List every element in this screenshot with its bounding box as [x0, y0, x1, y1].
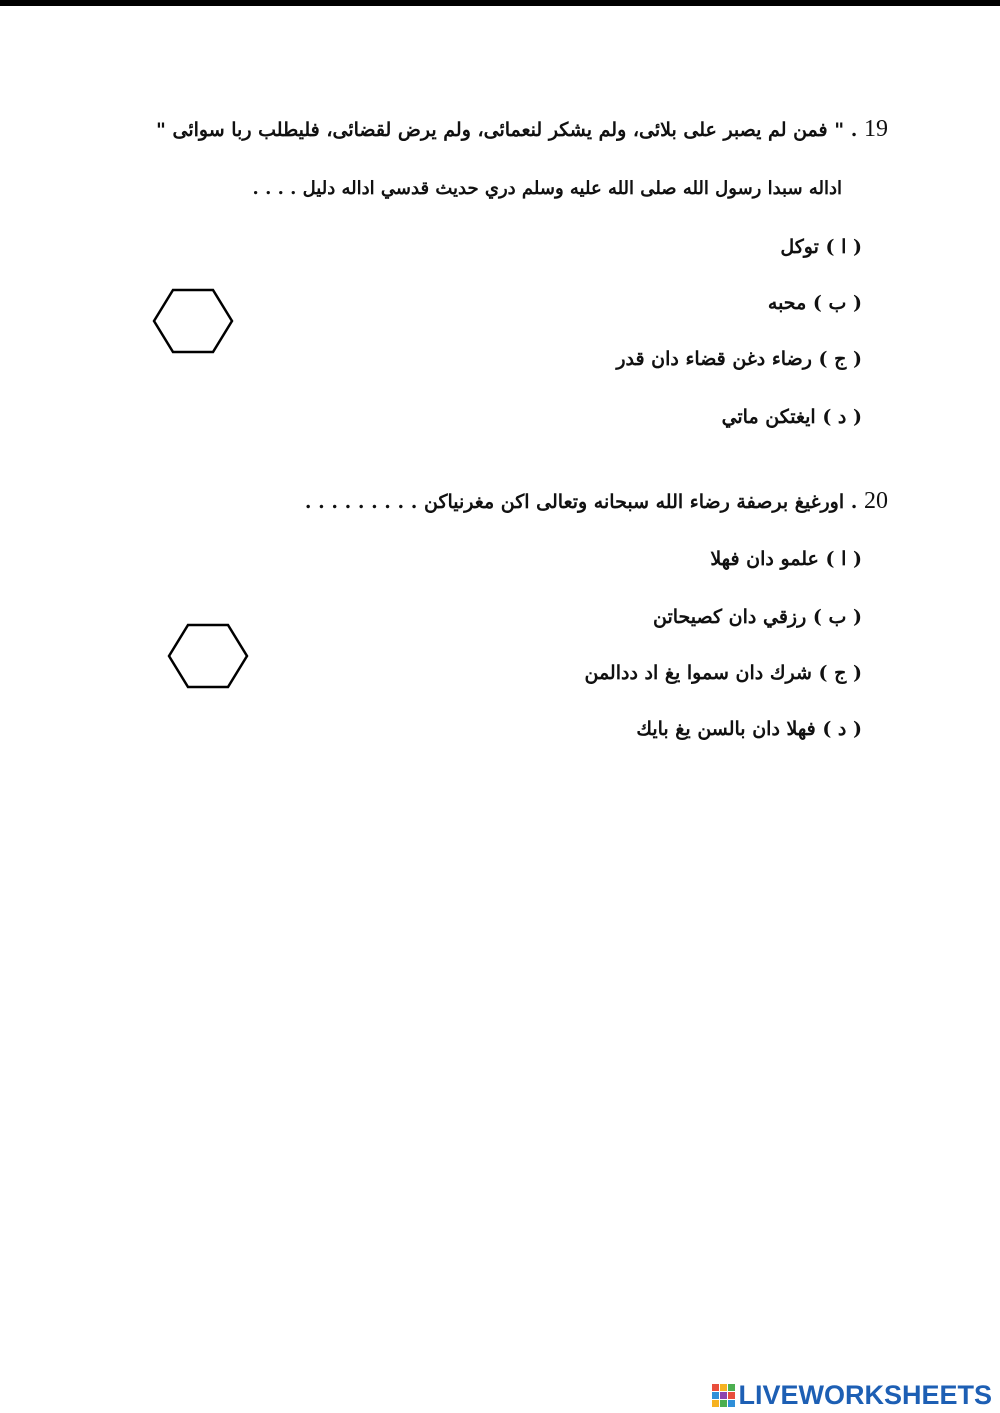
brand-name: LIVEWORKSHEETS	[738, 1379, 992, 1410]
q20-option-d	[636, 716, 862, 742]
option-letter: ( ا )	[825, 548, 862, 570]
q20-option-b	[653, 604, 862, 630]
liveworksheets-logo[interactable]	[712, 1378, 992, 1412]
logo-square	[720, 1384, 727, 1391]
top-border	[0, 0, 1000, 6]
question-number: 19	[864, 116, 888, 142]
q20-option-a	[710, 546, 862, 572]
logo-square	[728, 1392, 735, 1399]
option-letter: ( ج )	[818, 662, 862, 684]
option-letter: ( ب )	[812, 292, 862, 314]
logo-grid-icon	[712, 1384, 735, 1407]
question-number-dot: .	[844, 119, 858, 141]
option-letter: ( ا )	[825, 236, 862, 258]
logo-square	[728, 1384, 735, 1391]
logo-square	[712, 1392, 719, 1399]
q19-answer-hexagon[interactable]	[152, 287, 234, 355]
question-19-prompt: اداله سبدا رسول الله صلى الله عليه وسلم دري حديث قدسي اداله دليل . . . .	[252, 178, 842, 199]
question-19-stem	[156, 116, 888, 143]
option-text: رزقي دان كصيحاتن	[653, 606, 807, 628]
question-20-stem	[305, 488, 888, 515]
logo-square	[720, 1392, 727, 1399]
option-text: توكل	[780, 236, 819, 258]
option-text: محبه	[767, 292, 807, 314]
q19-option-c	[616, 346, 862, 372]
option-text: فهلا دان بالسن يغ بايك	[636, 718, 816, 740]
question-stem-text: " فمن لم يصبر على بلائى، ولم يشكر لنعمائى، ولم يرض لقضائى، فليطلب ربا سوائى "	[155, 119, 845, 141]
option-letter: ( د )	[822, 406, 862, 428]
question-number: 20	[864, 488, 888, 514]
logo-square	[720, 1400, 727, 1407]
q20-answer-hexagon[interactable]	[167, 622, 249, 690]
option-text: علمو دان فهلا	[710, 548, 819, 570]
q19-option-d	[722, 404, 862, 430]
option-letter: ( ب )	[812, 606, 862, 628]
q19-option-b	[768, 290, 862, 316]
option-letter: ( د )	[822, 718, 862, 740]
question-stem-text: اورغيغ برصفة رضاء الله سبحانه وتعالى اكن مغرنياكن . . . . . . . . .	[304, 491, 845, 513]
option-text: ايغتكن ماتي	[721, 406, 816, 428]
q20-option-c	[584, 660, 862, 686]
logo-square	[728, 1400, 735, 1407]
logo-square	[712, 1400, 719, 1407]
option-letter: ( ج )	[818, 348, 862, 370]
option-text: رضاء دغن قضاء دان قدر	[616, 348, 812, 370]
logo-square	[712, 1384, 719, 1391]
q19-option-a	[780, 234, 862, 260]
option-text: شرك دان سموا يغ اد ددالمن	[584, 662, 812, 684]
question-number-dot: .	[844, 491, 858, 513]
